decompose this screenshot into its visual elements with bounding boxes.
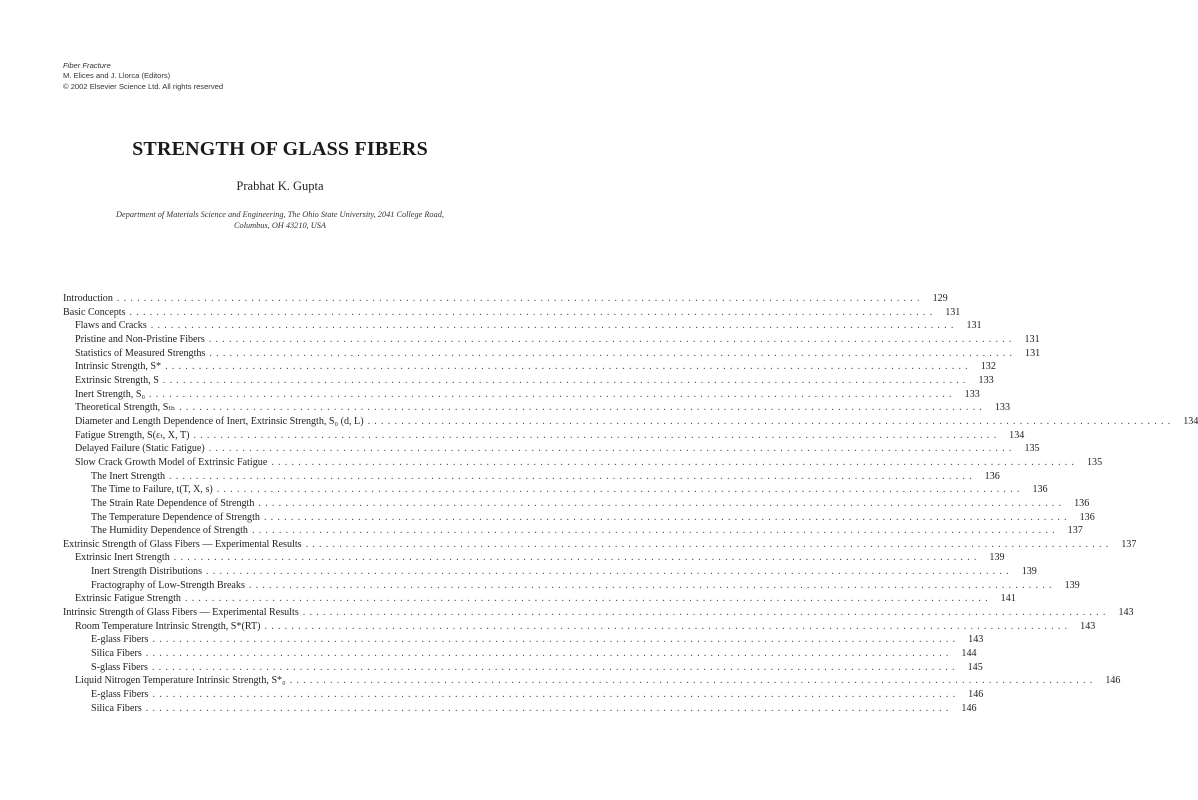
toc-entry-title: Delayed Failure (Static Fatigue) [75, 443, 205, 455]
toc-entry-title: Extrinsic Fatigue Strength [75, 593, 181, 605]
toc-entry [63, 442, 1040, 456]
toc-entry-title: S-glass Fibers [91, 661, 148, 673]
toc-entry [63, 688, 984, 702]
toc-entry-title: The Temperature Dependence of Strength [91, 511, 260, 523]
toc-leader-dots: ........................................................................................................................ [208, 333, 1016, 345]
toc-entry-title: Theoretical Strength, Sₜₕ [75, 402, 176, 414]
toc-entry [63, 483, 1048, 497]
toc-leader-dots: ........................................................................................................................ [162, 374, 970, 386]
toc-entry-page: 143 [1118, 607, 1134, 619]
toc-entry [63, 456, 1103, 470]
toc-leader-dots: ........................................................................................................................ [193, 429, 1001, 441]
toc-entry [63, 319, 982, 333]
toc-leader-dots: ........................................................................................................................ [148, 388, 956, 400]
toc-entry-page: 129 [932, 293, 948, 304]
toc-leader-dots: ........................................................................................................................ [302, 607, 1110, 619]
toc-entry-title: Flaws and Cracks [75, 320, 147, 332]
toc-leader-dots: ........................................................................................................................ [173, 552, 981, 564]
toc-entry-title: Intrinsic Strength, S* [75, 361, 162, 373]
toc-entry-title: Diameter and Length Dependence of Inert, Extrinsic Strength, S₀ (d, L) [75, 415, 364, 427]
toc-leader-dots: ........................................................................................................................ [216, 484, 1024, 496]
toc-entry-title: Intrinsic Strength of Glass Fibers — Experimental Results [63, 607, 299, 619]
toc-entry-page: 133 [978, 374, 994, 386]
toc-entry-page: 141 [1000, 593, 1016, 605]
toc-entry-page: 132 [980, 361, 996, 373]
toc-entry-page: 134 [1183, 415, 1198, 427]
toc-leader-dots: ........................................................................................................................ [145, 702, 953, 714]
toc-entry-page: 146 [968, 689, 984, 701]
toc-entry [63, 661, 983, 675]
editors: M. Elices and J. Llorca (Editors) [63, 71, 171, 81]
toc-entry-page: 136 [984, 470, 1000, 482]
toc-leader-dots: ........................................................................................................................ [271, 456, 1079, 468]
toc-entry-page: 131 [1024, 333, 1040, 345]
affiliation-line: Columbus, OH 43210, USA [234, 221, 326, 230]
toc-entry-page: 143 [968, 634, 984, 646]
toc-entry-title: Inert Strength Distributions [91, 566, 203, 578]
article-title: STRENGTH OF GLASS FIBERS [132, 138, 428, 160]
toc-entry-page: 135 [1087, 456, 1103, 468]
toc-entry [63, 374, 994, 388]
toc-leader-dots: ........................................................................................................................ [305, 538, 1113, 550]
toc-entry-title: Fractography of Low-Strength Breaks [91, 579, 245, 591]
toc-entry-title: Fatigue Strength, S(εₜ, X, T) [75, 429, 190, 441]
toc-entry-page: 144 [961, 648, 977, 660]
toc-entry-title: Slow Crack Growth Model of Extrinsic Fatigue [75, 456, 268, 468]
toc-entry [63, 647, 977, 661]
toc-leader-dots: ........................................................................................................................ [169, 470, 976, 482]
toc-entry-title: Extrinsic Inert Strength [75, 552, 170, 564]
toc-leader-dots: ........................................................................................................................ [151, 661, 959, 673]
toc-entry [63, 401, 1011, 415]
toc-leader-dots: ........................................................................................................................ [184, 593, 992, 605]
affiliation-line: Department of Materials Science and Engineering, The Ohio State University, 2041 College Road, [116, 210, 444, 219]
table-of-contents [63, 292, 1198, 715]
toc-entry-title: Room Temperature Intrinsic Strength, S*(RT) [75, 620, 261, 632]
toc-leader-dots: ........................................................................................................................ [209, 347, 1017, 359]
toc-entry-page: 146 [961, 702, 977, 714]
toc-entry [63, 388, 980, 402]
toc-entry-title: E-glass Fibers [91, 634, 149, 646]
toc-entry-page: 146 [1105, 675, 1121, 687]
toc-entry [63, 360, 996, 374]
toc-entry-title: Silica Fibers [91, 702, 142, 714]
toc-entry-page: 136 [1074, 497, 1090, 509]
toc-entry-page: 131 [1025, 347, 1041, 359]
toc-entry-page: 135 [1024, 443, 1040, 455]
toc-entry [63, 538, 1137, 552]
toc-leader-dots: ........................................................................................................................ [248, 579, 1056, 591]
toc-entry-title: Basic Concepts [63, 306, 126, 318]
toc-entry-title: Inert Strength, S₀ [75, 388, 145, 400]
toc-entry-page: 133 [994, 402, 1011, 414]
toc-entry-title: The Strain Rate Dependence of Strength [91, 497, 255, 509]
toc-entry-page: 134 [1009, 429, 1025, 441]
toc-entry [63, 524, 1083, 538]
publication-header [63, 61, 223, 92]
toc-leader-dots: ........................................................................................................................ [116, 293, 924, 304]
toc-leader-dots: ........................................................................................................................ [179, 402, 987, 414]
toc-entry-page: 133 [964, 388, 980, 400]
toc-leader-dots: ........................................................................................................................ [145, 648, 953, 660]
book-title: Fiber Fracture [63, 61, 111, 70]
toc-entry [63, 347, 1041, 361]
toc-entry-title: Extrinsic Strength of Glass Fibers — Experimental Results [63, 538, 302, 550]
toc-entry [63, 565, 1037, 579]
toc-entry [63, 470, 1000, 484]
toc-entry [63, 702, 977, 716]
toc-entry [63, 633, 984, 647]
toc-entry-page: 136 [1032, 484, 1048, 496]
toc-leader-dots: ........................................................................................................................ [263, 511, 1071, 523]
toc-entry-title: Statistics of Measured Strengths [75, 347, 206, 359]
toc-entry [63, 592, 1016, 606]
toc-entry-page: 139 [989, 552, 1005, 564]
toc-entry-page: 139 [1064, 579, 1080, 591]
toc-entry [63, 606, 1134, 620]
toc-entry-page: 131 [945, 306, 961, 318]
toc-entry [63, 551, 1005, 565]
toc-entry-page: 145 [967, 661, 983, 673]
toc-entry-title: Pristine and Non-Pristine Fibers [75, 333, 205, 345]
toc-entry [63, 415, 1198, 429]
toc-entry [63, 579, 1080, 593]
toc-leader-dots: ........................................................................................................................ [129, 306, 937, 318]
toc-entry-title: Silica Fibers [91, 648, 142, 660]
toc-entry-page: 136 [1079, 511, 1095, 523]
author-affiliation [80, 209, 480, 231]
toc-leader-dots: ........................................................................................................................ [264, 620, 1072, 632]
toc-entry [63, 333, 1040, 347]
toc-entry [63, 497, 1090, 511]
toc-entry [63, 511, 1095, 525]
toc-entry-page: 143 [1080, 620, 1096, 632]
toc-entry [63, 306, 961, 320]
toc-leader-dots: ........................................................................................................................ [367, 415, 1175, 427]
toc-entry [63, 620, 1096, 634]
author-name: Prabhat K. Gupta [236, 179, 324, 193]
toc-leader-dots: ........................................................................................................................ [206, 566, 1013, 578]
toc-entry-page: 137 [1121, 538, 1137, 550]
toc-entry-page: 139 [1021, 566, 1037, 578]
toc-entry-title: Introduction [63, 293, 113, 304]
copyright-notice: © 2002 Elsevier Science Ltd. All rights reserved [63, 81, 224, 91]
toc-leader-dots: ........................................................................................................................ [150, 320, 958, 332]
toc-entry [63, 292, 948, 306]
toc-entry-title: The Time to Failure, t(T, X, s) [91, 484, 213, 496]
toc-entry-page: 137 [1067, 525, 1083, 537]
toc-entry-title: Liquid Nitrogen Temperature Intrinsic Strength, S*₀ [75, 675, 286, 687]
toc-leader-dots: ........................................................................................................................ [152, 689, 960, 701]
toc-leader-dots: ........................................................................................................................ [258, 497, 1066, 509]
toc-leader-dots: ........................................................................................................................ [152, 634, 960, 646]
toc-entry [63, 429, 1025, 443]
toc-entry-title: The Inert Strength [91, 470, 165, 482]
toc-entry-page: 131 [966, 320, 982, 332]
toc-entry [63, 674, 1121, 688]
toc-leader-dots: ........................................................................................................................ [165, 361, 972, 373]
toc-leader-dots: ........................................................................................................................ [208, 443, 1016, 455]
toc-entry-title: The Humidity Dependence of Strength [91, 525, 248, 537]
toc-entry-title: Extrinsic Strength, S [75, 374, 159, 386]
toc-leader-dots: ........................................................................................................................ [289, 675, 1097, 687]
toc-entry-title: E-glass Fibers [91, 689, 149, 701]
toc-leader-dots: ........................................................................................................................ [251, 525, 1059, 537]
